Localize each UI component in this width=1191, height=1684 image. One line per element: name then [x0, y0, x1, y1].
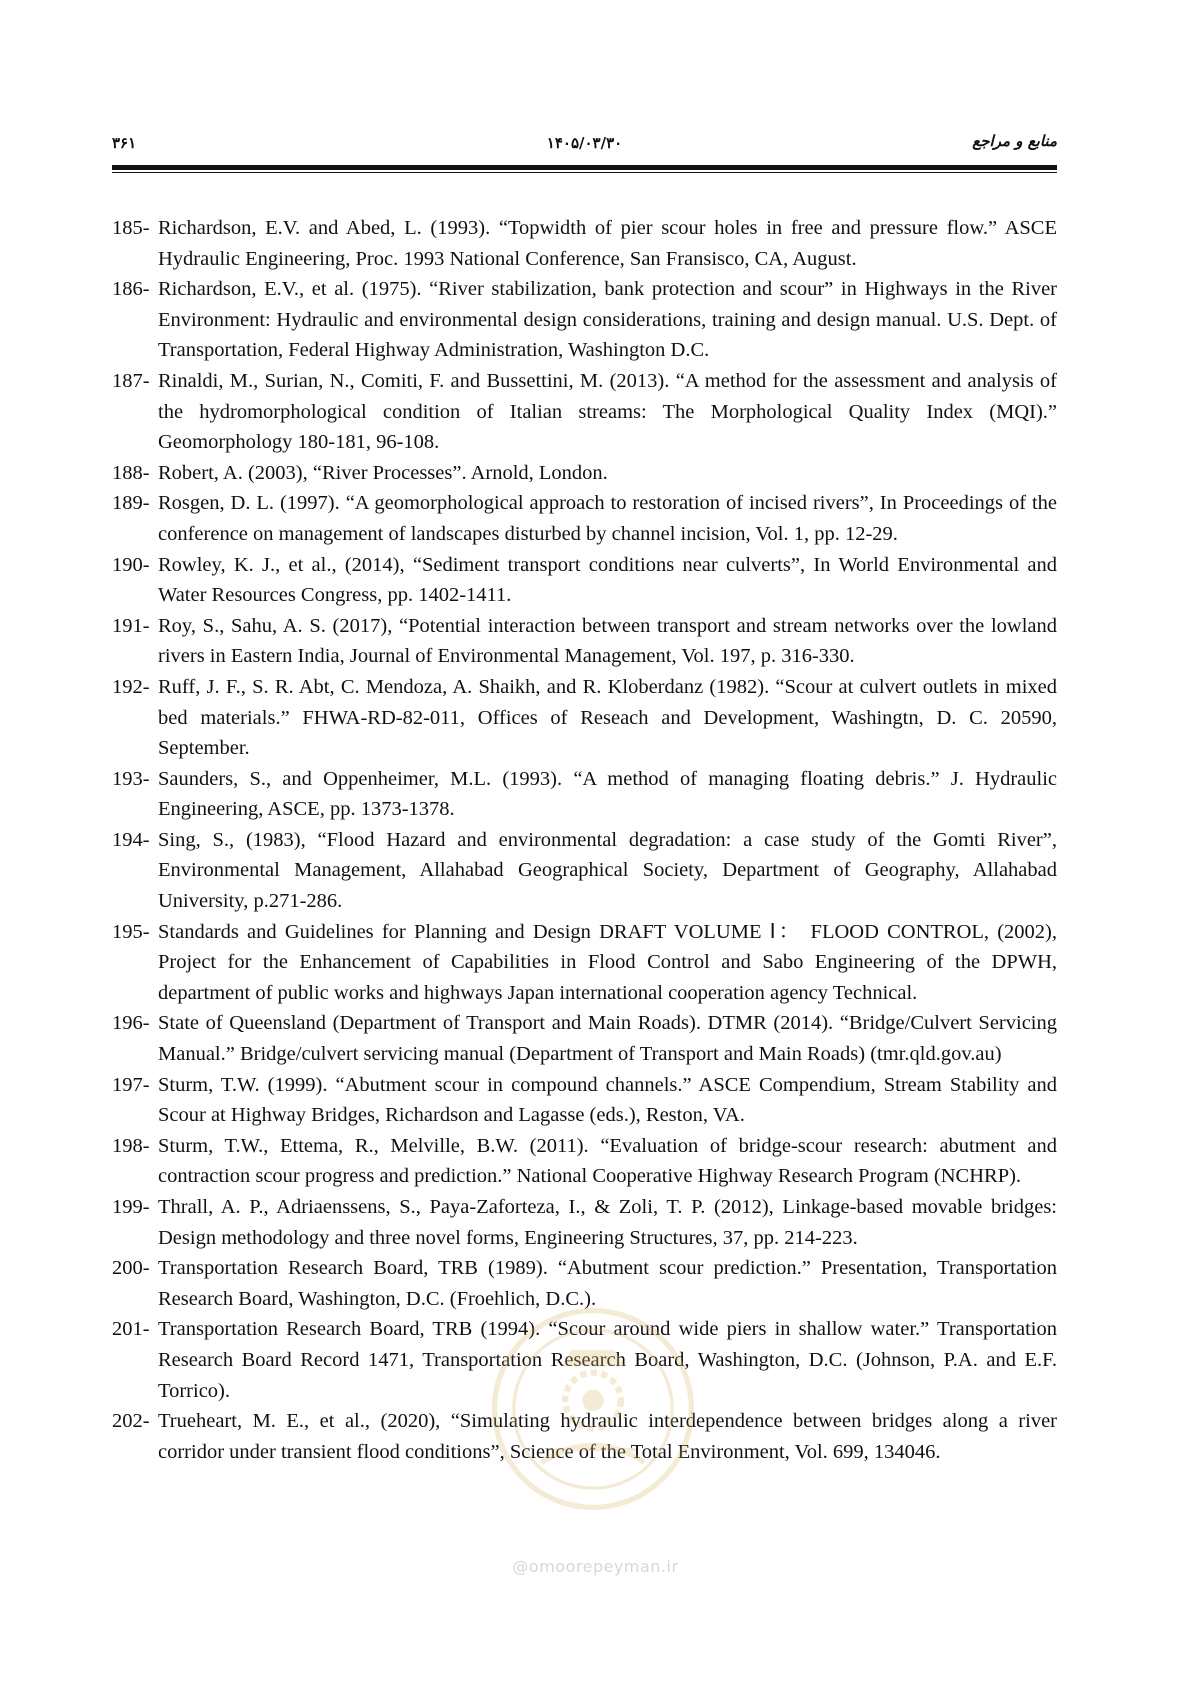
reference-text: Sing, S., (1983), “Flood Hazard and environmental degradation: a case study of the Gomti River”, Environmental Management, Allahabad Geographical Society, Department of Geography, Allahabad University, p.271-286. [158, 828, 1057, 913]
reference-item [112, 764, 1057, 825]
reference-text: Richardson, E.V., et al. (1975). “River stabilization, bank protection and scour” in Highways in the River Environment: Hydraulic and environmental design considerations, training and design manual. U.S. Dept. of Transportation, Federal Highway Administration, Washington D.C. [158, 278, 1057, 362]
reference-text: Rosgen, D. L. (1997). “A geomorphological approach to restoration of incised rivers”, In Proceedings of the conference on management of landscapes disturbed by channel incision, Vol. 1, pp. 12-29. [158, 492, 1057, 545]
reference-text: Ruff, J. F., S. R. Abt, C. Mendoza, A. Shaikh, and R. Kloberdanz (1982). “Scour at culvert outlets in mixed bed materials.” FHWA-RD-82-011, Offices of Reseach and Development, Washingtn, D. C. 20590, September. [158, 675, 1057, 760]
reference-number: 190- [112, 553, 150, 576]
reference-item [112, 488, 1057, 549]
header-date: ۱۴۰۵/۰۳/۳۰ [546, 134, 623, 152]
reference-text: State of Queensland (Department of Transport and Main Roads). DTMR (2014). “Bridge/Culvert Servicing Manual.” Bridge/culvert servicing manual (Department of Transport and Main Roads) (tmr.qld.gov.au) [158, 1012, 1057, 1066]
reference-number: 199- [112, 1196, 150, 1218]
reference-text: Robert, A. (2003), “River Processes”. Arnold, London. [158, 461, 608, 484]
reference-item [112, 611, 1057, 672]
reference-text: Roy, S., Sahu, A. S. (2017), “Potential interaction between transport and stream networks over the lowland rivers in Eastern India, Journal of Environmental Management, Vol. 197, p. 316-330. [158, 614, 1057, 668]
reference-number: 189- [112, 492, 150, 515]
reference-item [112, 1070, 1057, 1131]
reference-number: 196- [112, 1012, 150, 1035]
header-rule-thick [112, 165, 1057, 170]
reference-item [112, 274, 1057, 366]
reference-text: Sturm, T.W., Ettema, R., Melville, B.W. (2011). “Evaluation of bridge-scour research: abutment and contraction scour progress and prediction.” National Cooperative Highway Research Program (NCHRP). [158, 1134, 1057, 1188]
reference-number: 198- [112, 1134, 150, 1157]
reference-item [112, 1406, 1057, 1467]
reference-number: 201- [112, 1318, 150, 1341]
reference-text: Trueheart, M. E., et al., (2020), “Simulating hydraulic interdependence between bridges along a river corridor under transient flood conditions”, Science of the Total Environment, Vol. 699, 134046. [158, 1410, 1057, 1463]
reference-text: Saunders, S., and Oppenheimer, M.L. (1993). “A method of managing floating debris.” J. Hydraulic Engineering, ASCE, pp. 1373-1378. [158, 767, 1057, 821]
reference-item [112, 550, 1057, 611]
reference-item [112, 213, 1057, 274]
reference-number: 192- [112, 675, 150, 698]
section-title: منابع و مراجع [972, 132, 1057, 150]
reference-item [112, 1253, 1057, 1314]
reference-text: Thrall, A. P., Adriaenssens, S., Paya-Zaforteza, I., & Zoli, T. P. (2012), Linkage-based movable bridges: Design methodology and three novel forms, Engineering Structures, 37, pp. 214-223. [158, 1196, 1057, 1249]
reference-number: 197- [112, 1073, 150, 1096]
watermark-text: @omoorepeyman.ir [512, 1557, 679, 1576]
page-number: ۳۶۱ [112, 134, 137, 152]
reference-text: Rowley, K. J., et al., (2014), “Sediment transport conditions near culverts”, In World Environmental and Water Resources Congress, pp. 1402-1411. [158, 553, 1057, 607]
reference-item [112, 1008, 1057, 1069]
reference-item [112, 366, 1057, 458]
reference-number: 191- [112, 614, 150, 637]
reference-item [112, 1192, 1057, 1253]
reference-item [112, 917, 1057, 1009]
reference-text: Transportation Research Board, TRB (1994). “Scour around wide piers in shallow water.” Transportation Research Board Record 1471, Transportation Research Board, Washington, D.C. (Johnson, P.A. and E.F. Torrico). [158, 1318, 1057, 1402]
reference-item [112, 1131, 1057, 1192]
reference-number: 188- [112, 461, 150, 484]
reference-item [112, 672, 1057, 764]
reference-text: Standards and Guidelines for Planning and Design DRAFT VOLUME Ⅰ： FLOOD CONTROL, (2002), Project for the Enhancement of Capabilities in Flood Control and Sabo Engineering of the DPWH, department of public works and highways Japan international cooperation agency Technical. [158, 920, 1057, 1004]
reference-number: 200- [112, 1257, 150, 1280]
reference-number: 194- [112, 828, 150, 851]
reference-number: 187- [112, 369, 150, 392]
reference-number: 185- [112, 217, 150, 239]
reference-text: Rinaldi, M., Surian, N., Comiti, F. and Bussettini, M. (2013). “A method for the assessment and analysis of the hydromorphological condition of Italian streams: The Morphological Quality Index (MQI).” Geomorphology 180-181, 96-108. [158, 369, 1057, 454]
header-rule-thin [112, 172, 1057, 173]
reference-item [112, 458, 1057, 489]
page-header [112, 128, 1057, 156]
reference-text: Sturm, T.W. (1999). “Abutment scour in compound channels.” ASCE Compendium, Stream Stability and Scour at Highway Bridges, Richardson and Lagasse (eds.), Reston, VA. [158, 1073, 1057, 1127]
reference-number: 202- [112, 1410, 150, 1433]
reference-item [112, 825, 1057, 917]
reference-list [112, 213, 1057, 1467]
reference-number: 195- [112, 920, 150, 943]
reference-number: 186- [112, 278, 150, 301]
reference-number: 193- [112, 767, 150, 790]
reference-item [112, 1314, 1057, 1406]
reference-text: Richardson, E.V. and Abed, L. (1993). “Topwidth of pier scour holes in free and pressure flow.” ASCE Hydraulic Engineering, Proc. 1993 National Conference, San Fransisco, CA, August. [158, 217, 1057, 270]
reference-text: Transportation Research Board, TRB (1989). “Abutment scour prediction.” Presentation, Transportation Research Board, Washington, D.C. (Froehlich, D.C.). [158, 1257, 1057, 1310]
